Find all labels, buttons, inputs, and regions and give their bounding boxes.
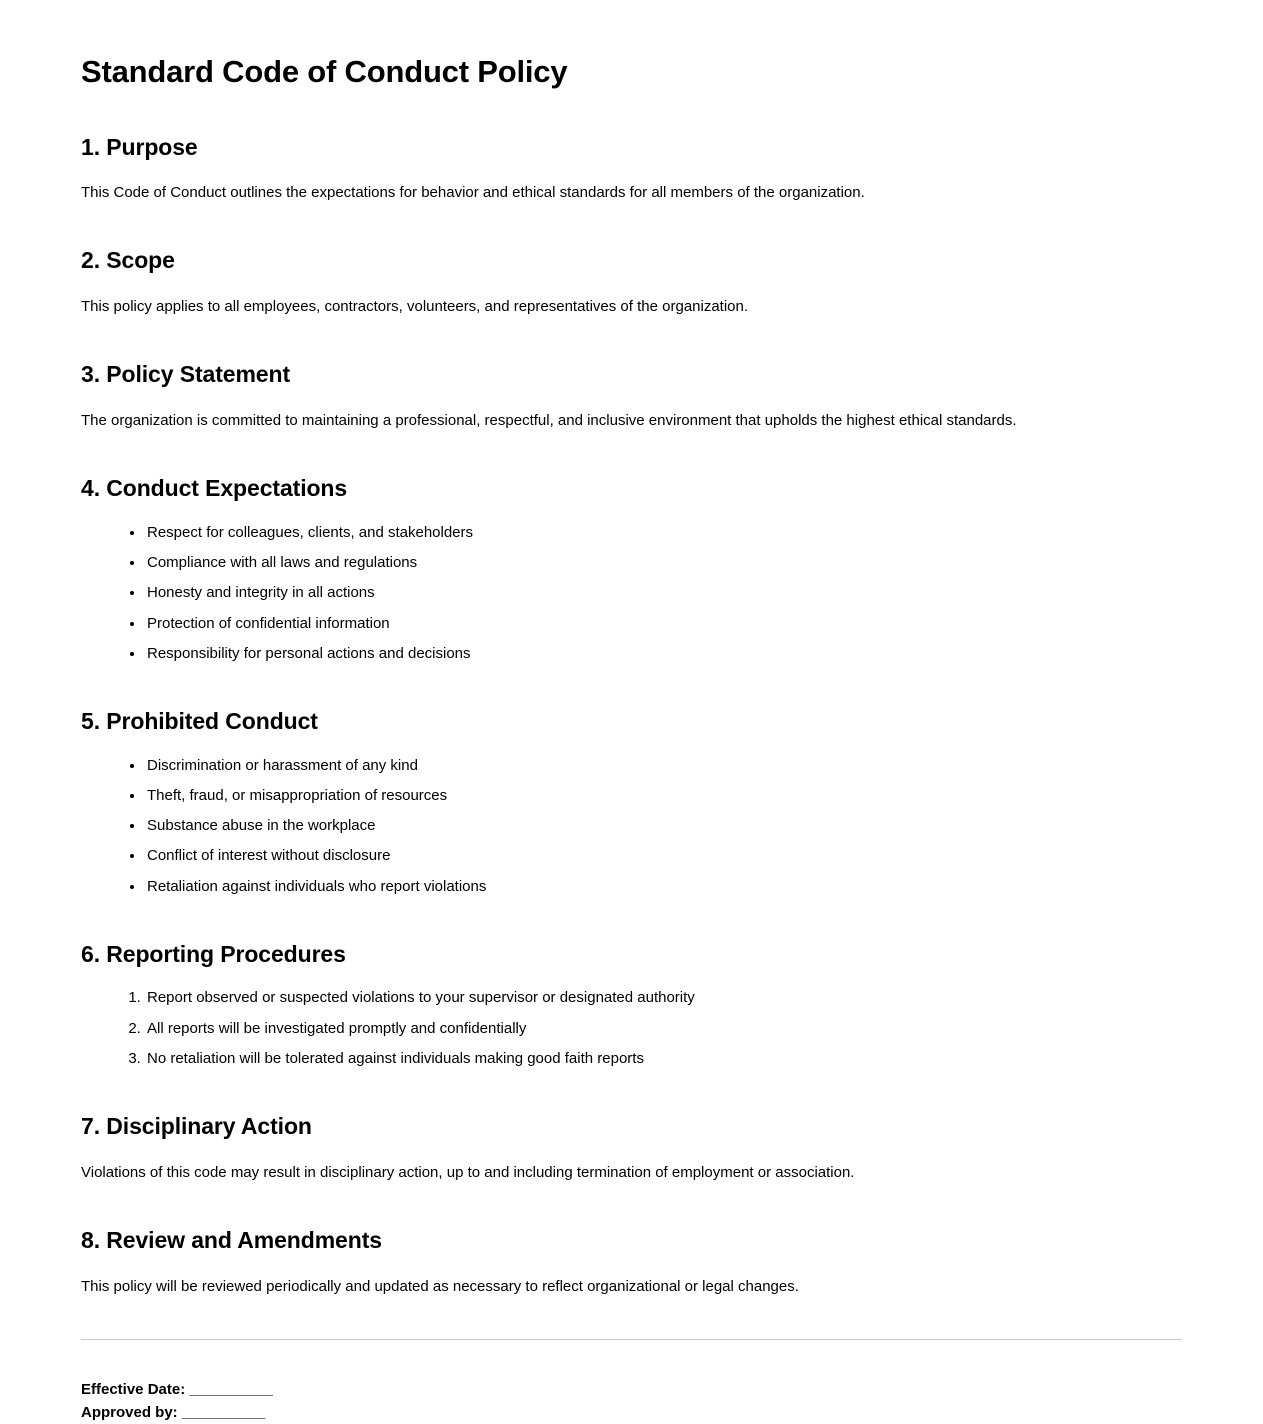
- section-scope: [81, 247, 1182, 317]
- list-item: • Theft, fraud, or misappropriation of resources: [145, 786, 1182, 806]
- section-heading-policy-statement: 3. Policy Statement: [81, 361, 291, 388]
- section-paragraph-policy-statement: The organization is committed to maintaining a professional, respectful, and inclusive environment that upholds the highest ethical standards.: [81, 411, 1017, 429]
- prohibited-conduct-list: [81, 756, 1182, 897]
- list-item: • Honesty and integrity in all actions: [145, 583, 1182, 603]
- section-paragraph-disciplinary-action: Violations of this code may result in disciplinary action, up to and including termination of employment or association.: [81, 1163, 855, 1181]
- list-item: • Responsibility for personal actions and decisions: [145, 644, 1182, 664]
- list-item: • Respect for colleagues, clients, and stakeholders: [145, 523, 1182, 543]
- section-heading-reporting-procedures: 6. Reporting Procedures: [81, 940, 346, 967]
- section-disciplinary-action: [81, 1113, 1182, 1183]
- list-item: • Substance abuse in the workplace: [145, 816, 1182, 836]
- section-policy-statement: [81, 361, 1182, 431]
- footer-divider: [81, 1339, 1182, 1340]
- section-paragraph-purpose: This Code of Conduct outlines the expectations for behavior and ethical standards for all members of the organization.: [81, 184, 865, 202]
- reporting-procedures-list: [81, 988, 1182, 1069]
- section-heading-review-and-amendments: 8. Review and Amendments: [81, 1227, 382, 1254]
- section-reporting-procedures: [81, 941, 1182, 1069]
- page-title: Standard Code of Conduct Policy: [81, 54, 568, 89]
- list-item: • Protection of confidential information: [145, 614, 1182, 634]
- list-item: 2. All reports will be investigated promptly and confidentially: [145, 1019, 1182, 1039]
- section-conduct-expectations: [81, 475, 1182, 664]
- list-item: • Conflict of interest without disclosure: [145, 846, 1182, 866]
- section-heading-disciplinary-action: 7. Disciplinary Action: [81, 1113, 312, 1140]
- effective-date-field: Effective Date: __________: [81, 1380, 273, 1398]
- section-heading-scope: 2. Scope: [81, 247, 175, 274]
- section-paragraph-review-and-amendments: This policy will be reviewed periodically and updated as necessary to reflect organizational or legal changes.: [81, 1277, 799, 1295]
- list-item: 1. Report observed or suspected violations to your supervisor or designated authority: [145, 988, 1182, 1008]
- section-review-and-amendments: [81, 1227, 1182, 1297]
- section-heading-purpose: 1. Purpose: [81, 133, 198, 160]
- list-item: • Discrimination or harassment of any kind: [145, 756, 1182, 776]
- list-item: • Retaliation against individuals who report violations: [145, 877, 1182, 897]
- signature-block: [81, 1378, 1182, 1424]
- section-heading-prohibited-conduct: 5. Prohibited Conduct: [81, 708, 318, 735]
- list-item: 3. No retaliation will be tolerated against individuals making good faith reports: [145, 1049, 1182, 1069]
- section-prohibited-conduct: [81, 708, 1182, 897]
- list-item: • Compliance with all laws and regulations: [145, 553, 1182, 573]
- approved-by-field: Approved by: __________: [81, 1404, 266, 1422]
- conduct-expectations-list: [81, 523, 1182, 664]
- section-heading-conduct-expectations: 4. Conduct Expectations: [81, 475, 348, 502]
- section-paragraph-scope: This policy applies to all employees, contractors, volunteers, and representatives of the organization.: [81, 298, 749, 316]
- section-purpose: [81, 134, 1182, 204]
